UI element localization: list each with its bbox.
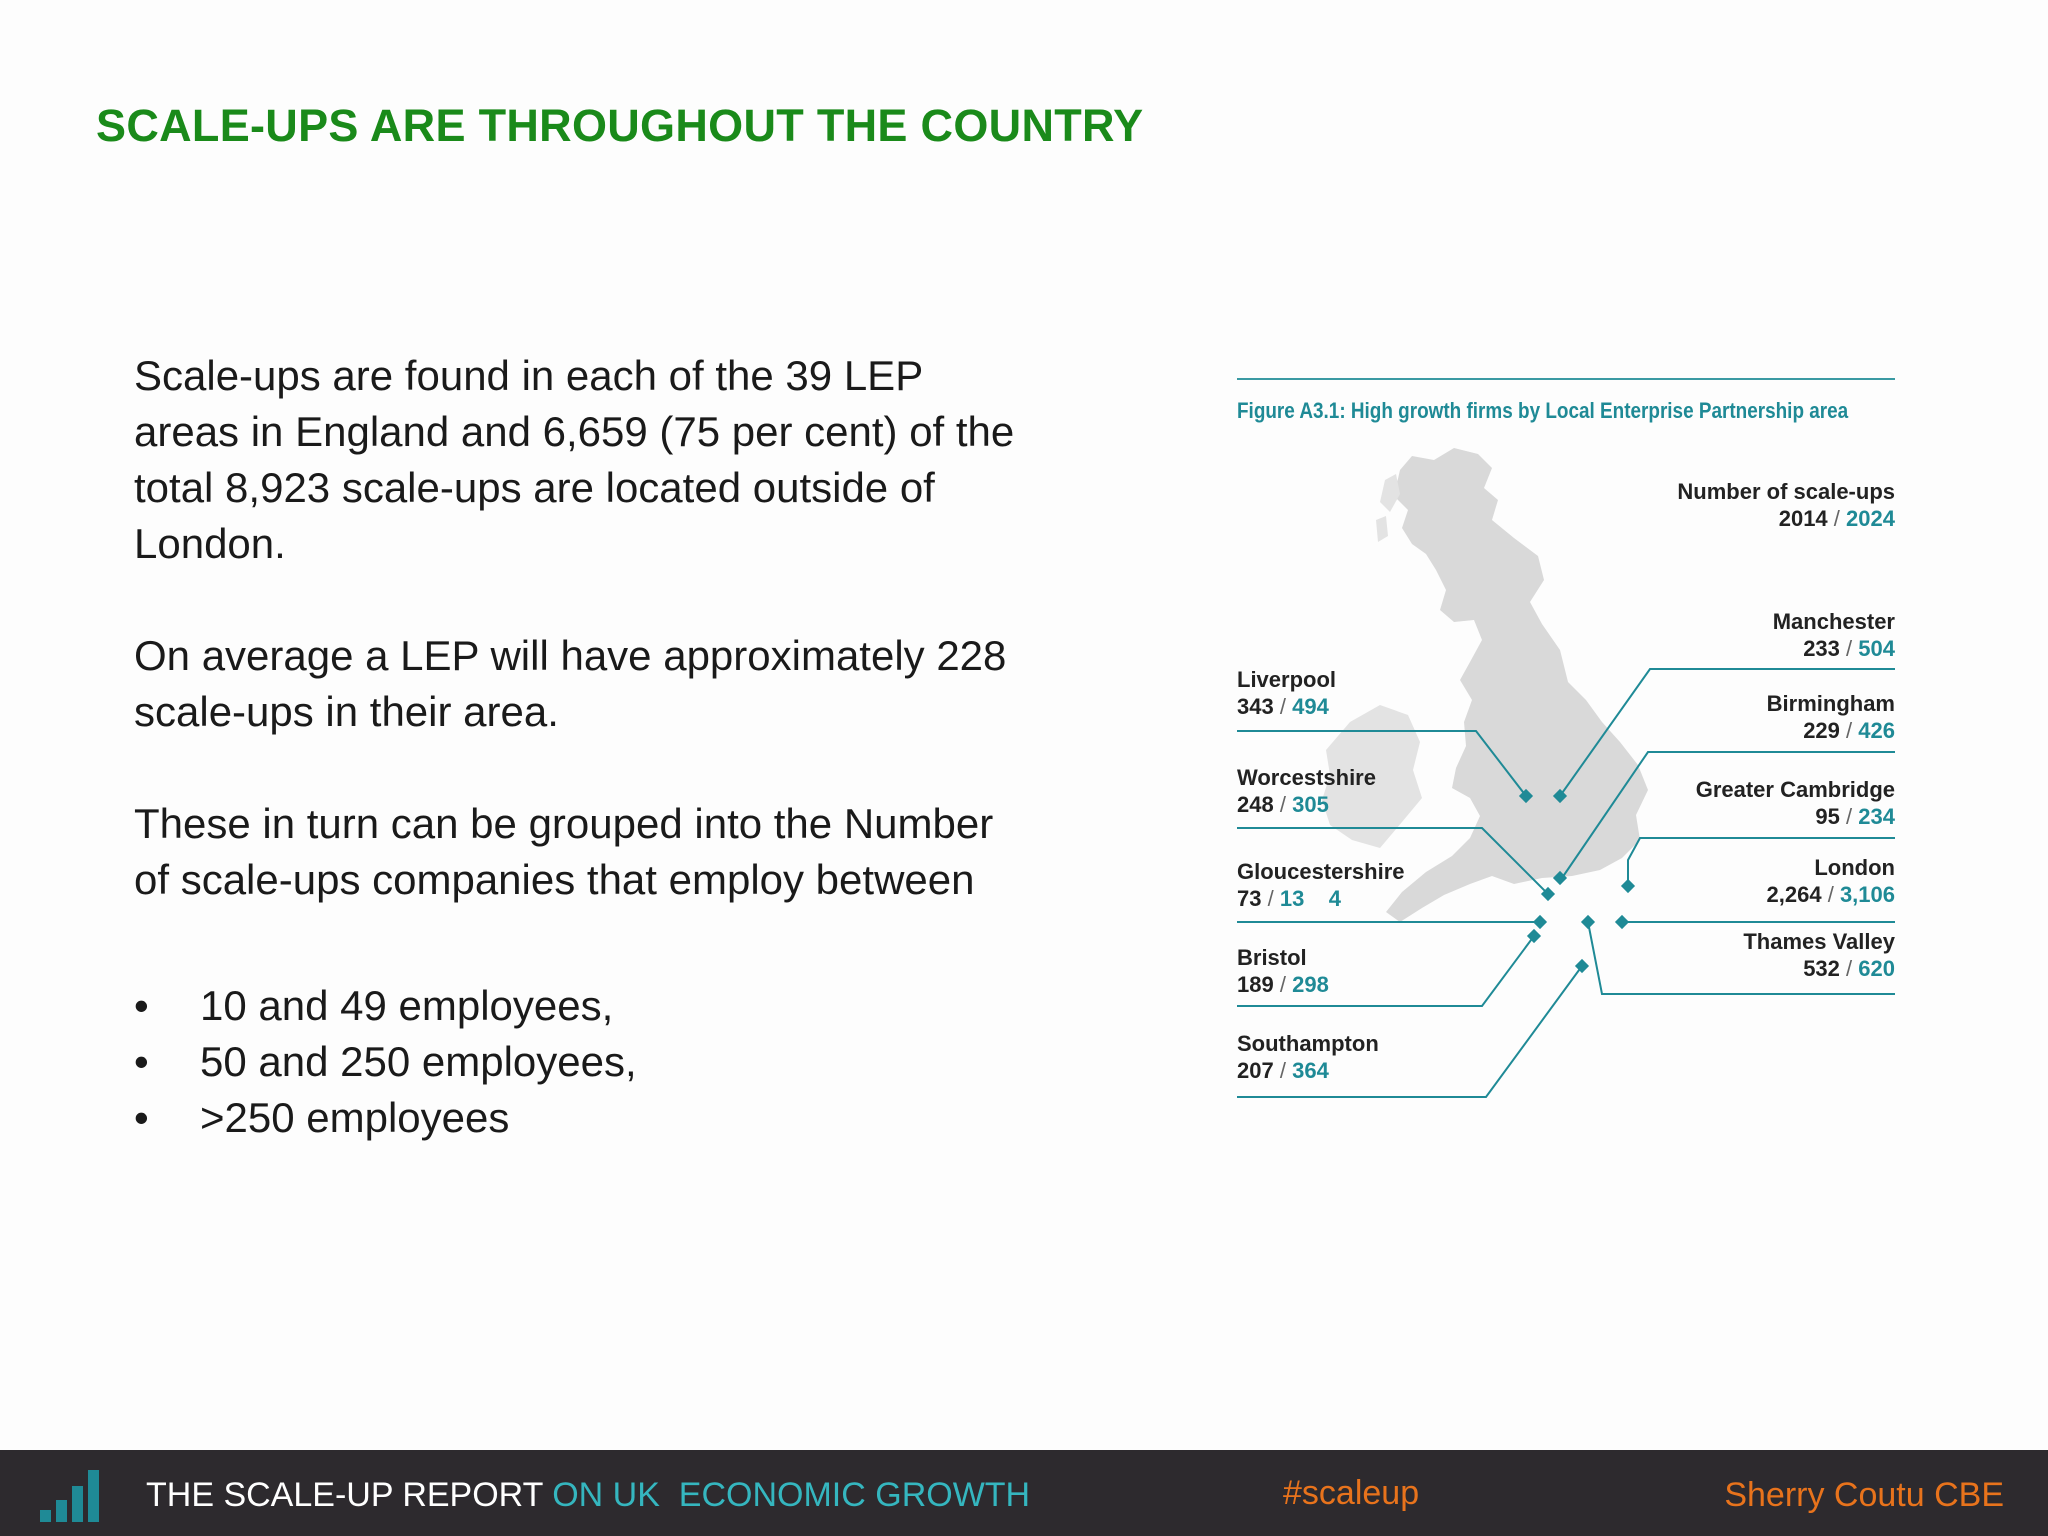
hebrides-map-shape (1376, 474, 1400, 542)
slide-body (134, 348, 1034, 1146)
value-2024: 305 (1292, 792, 1329, 817)
report-title-highlight: ON UK ECONOMIC GROWTH (552, 1476, 1031, 1514)
value-2014: 2,264 (1766, 882, 1822, 907)
separator: / (1827, 882, 1834, 907)
region-label-gloucestershire (1237, 858, 1405, 912)
legend-year-2014: 2014 (1778, 506, 1828, 531)
southampton-marker (1575, 959, 1589, 973)
region-name: Gloucestershire (1237, 859, 1405, 884)
region-name: Liverpool (1237, 667, 1337, 692)
region-name: Birmingham (1766, 691, 1895, 716)
region-label-birmingham (1767, 690, 1895, 744)
separator: / (1267, 886, 1274, 911)
list-item (134, 978, 1034, 1034)
separator: / (1279, 972, 1286, 997)
separator: / (1846, 718, 1853, 743)
value-2014: 95 (1815, 804, 1840, 829)
value-2024: 3,106 (1839, 882, 1895, 907)
list-item-text: >250 employees (200, 1094, 510, 1141)
list-item-text: 10 and 49 employees, (200, 982, 614, 1029)
bullet-icon: • (134, 1094, 149, 1141)
separator: / (1846, 804, 1853, 829)
region-label-london (1767, 854, 1896, 908)
bar-chart-logo-icon (40, 1466, 100, 1522)
value-2014: 229 (1803, 718, 1840, 743)
list-item (134, 1090, 1034, 1146)
bristol-marker (1527, 929, 1541, 943)
value-2024: 620 (1858, 956, 1895, 981)
slide-footer (0, 1450, 2048, 1536)
region-name: Southampton (1237, 1031, 1379, 1056)
value-2014: 233 (1803, 636, 1840, 661)
bullet-icon: • (134, 982, 149, 1029)
author-name: Sherry Coutu CBE (1724, 1476, 2004, 1514)
value-2024: 426 (1858, 718, 1895, 743)
cambridge-marker (1621, 879, 1635, 893)
list-item-text: 50 and 250 employees, (200, 1038, 637, 1085)
value-2014: 248 (1237, 792, 1274, 817)
separator: / (1846, 956, 1853, 981)
report-title (146, 1476, 1030, 1515)
great-britain-map-shape (1386, 448, 1648, 922)
region-name: Manchester (1772, 609, 1895, 634)
hashtag: #scaleup (1283, 1474, 1420, 1512)
separator: / (1279, 694, 1286, 719)
figure-caption: Figure A3.1: High growth firms by Local Enterprise Partnership area (1237, 398, 1849, 423)
value-2014: 343 (1237, 694, 1274, 719)
region-name: London (1814, 855, 1895, 880)
value-2024: 13 4 (1279, 886, 1342, 911)
separator: / (1279, 792, 1286, 817)
region-label-southampton (1237, 1030, 1379, 1084)
value-2014: 73 (1237, 886, 1262, 911)
lep-map-figure (1230, 370, 1900, 1110)
region-label-liverpool (1237, 666, 1336, 720)
value-2024: 494 (1292, 694, 1329, 719)
region-name: Greater Cambridge (1695, 777, 1895, 802)
paragraph-average: On average a LEP will have approximately 228 scale-ups in their area. (134, 632, 1007, 735)
value-2024: 504 (1858, 636, 1895, 661)
gloucestershire-marker (1533, 915, 1547, 929)
legend-separator: / (1833, 506, 1840, 531)
legend (1677, 478, 1895, 532)
value-2014: 189 (1237, 972, 1274, 997)
region-label-bristol (1237, 944, 1329, 998)
region-name: Bristol (1237, 945, 1307, 970)
list-item (134, 1034, 1034, 1090)
region-label-manchester (1773, 608, 1895, 662)
region-name: Worcestshire (1237, 765, 1376, 790)
employee-band-list (134, 978, 1034, 1146)
legend-year-2024: 2024 (1846, 506, 1895, 531)
paragraph-lep-areas: Scale-ups are found in each of the 39 LEP areas in England and 6,659 (75 per cent) of the total 8,923 scale-ups are located outside of London. (134, 352, 1015, 567)
bullet-icon: • (134, 1038, 149, 1085)
region-label-worcestshire (1237, 764, 1376, 818)
value-2014: 207 (1237, 1058, 1274, 1083)
separator: / (1846, 636, 1853, 661)
region-label-thames-valley (1743, 928, 1895, 982)
paragraph-grouping: These in turn can be grouped into the Number of scale-ups companies that employ between (134, 800, 994, 903)
separator: / (1279, 1058, 1286, 1083)
value-2014: 532 (1803, 956, 1840, 981)
thames-valley-marker (1581, 915, 1595, 929)
report-title-main: THE SCALE-UP REPORT (146, 1476, 543, 1514)
value-2024: 298 (1292, 972, 1329, 997)
legend-title: Number of scale-ups (1677, 479, 1895, 504)
slide-title: SCALE-UPS ARE THROUGHOUT THE COUNTRY (96, 100, 1144, 151)
value-2024: 364 (1292, 1058, 1329, 1083)
london-marker (1615, 915, 1629, 929)
value-2024: 234 (1858, 804, 1895, 829)
region-label-greater-cambridge (1696, 776, 1895, 830)
region-name: Thames Valley (1743, 929, 1895, 954)
